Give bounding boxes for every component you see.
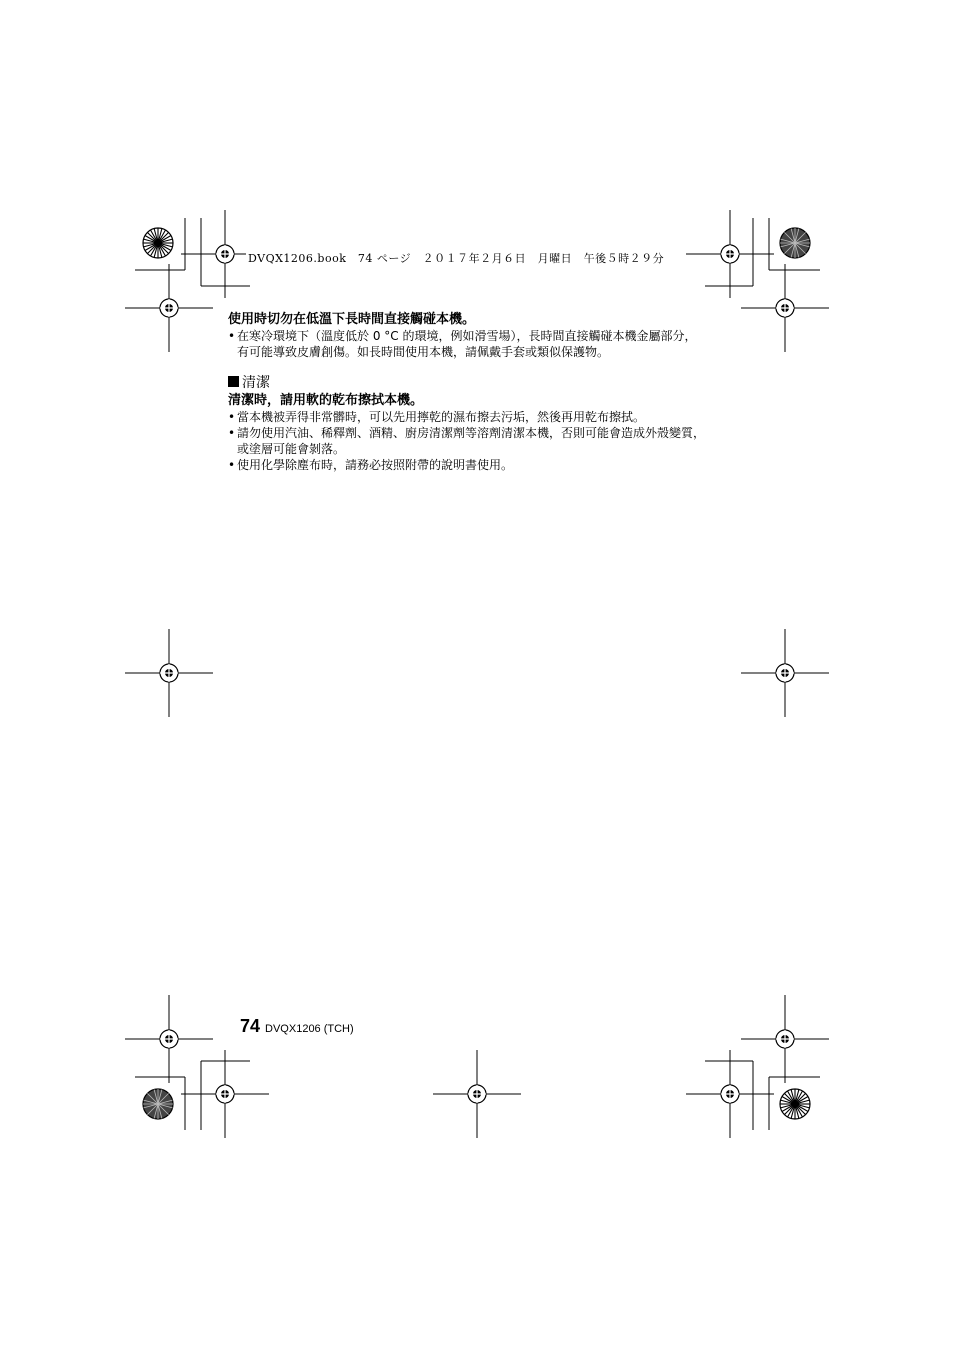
bullet-icon: • [228,329,236,343]
low-temperature-heading: 使用時切勿在低溫下長時間直接觸碰本機。 [228,312,476,327]
cleaning-list [228,409,708,473]
list-item-text: 在寒冷環境下（溫度低於 0 °C 的環境，例如滑雪場），長時間直接觸碰本機金屬部分，有可能導致皮膚創傷。如長時間使用本機，請佩戴手套或類似保護物。 [237,329,697,359]
main-content [228,311,708,473]
document-code: DVQX1206 (TCH) [265,1023,354,1035]
page-number: 74 [240,1016,261,1036]
list-item-text: 使用化學除塵布時，請務必按照附帶的說明書使用。 [237,458,514,472]
section-title-cleaning [228,374,708,392]
list-item-text: 請勿使用汽油、稀釋劑、酒精、廚房清潔劑等溶劑清潔本機，否則可能會造成外殼變質，或塗層可能會剝落。 [237,426,706,456]
print-header: DVQX1206.book 74 ページ ２０１７年２月６日 月曜日 午後５時２９分 [248,252,665,265]
bullet-icon: • [228,426,236,440]
list-item [228,457,708,473]
bullet-icon: • [228,458,236,472]
cleaning-heading: 清潔時，請用軟的乾布擦拭本機。 [228,393,424,408]
list-item [228,328,708,360]
low-temperature-list [228,328,708,360]
list-item [228,409,708,425]
bullet-icon: • [228,410,236,424]
list-item-text: 當本機被弄得非常髒時，可以先用擰乾的濕布擦去污垢，然後再用乾布擦拭。 [237,410,646,424]
page-footer [240,1016,354,1037]
black-square-icon [228,376,239,387]
list-item [228,425,708,457]
section-title-text: 清潔 [242,375,270,391]
